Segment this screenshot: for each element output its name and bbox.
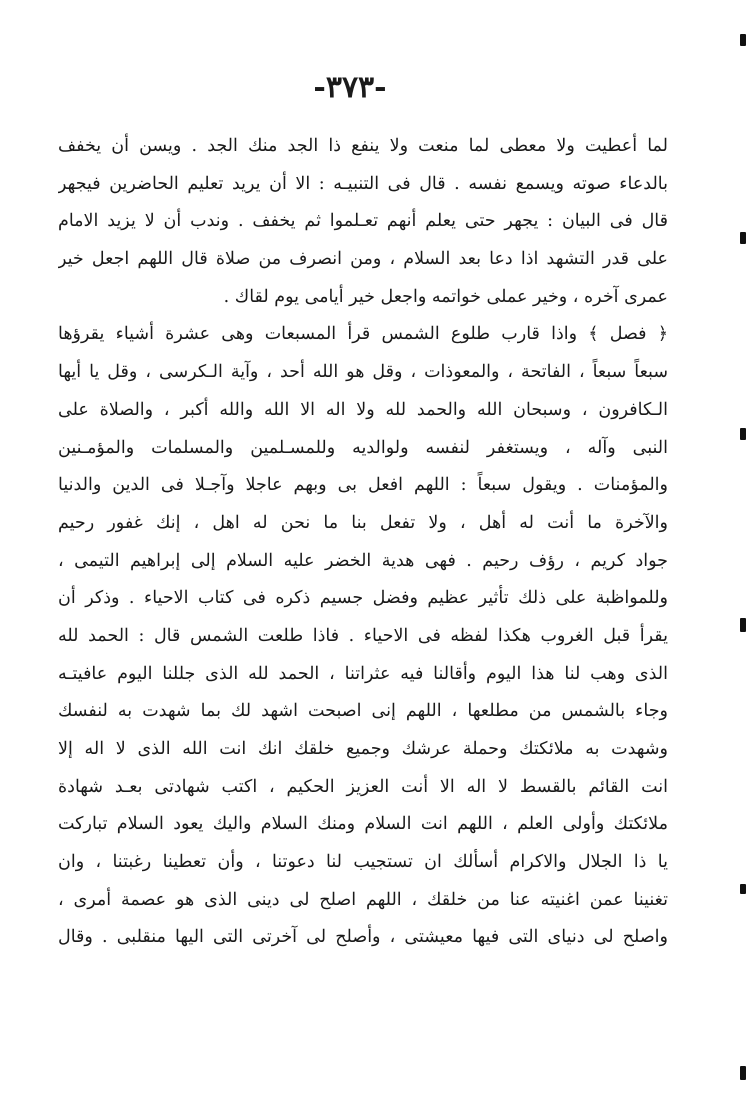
text-line: النبى وآله ، ويستغفر لنفسه ولوالديه وللمسـلمين والمسلمات والمؤمـنين [58, 437, 668, 458]
text-line: والآخرة ما أنت له أهل ، ولا تفعل بنا ما نحن له اهل ، إنك غفور رحيم [58, 512, 668, 533]
text-line: يقرأ قبل الغروب هكذا لفظه فى الاحياء . فاذا طلعت الشمس قال : الحمد لله [58, 625, 668, 646]
text-line: ملائكتك وأولى العلم ، اللهم انت السلام ومنك السلام واليك يعود السلام تباركت [58, 814, 668, 835]
text-line: وشهدت به ملائكتك وحملة عرشك وجميع خلقك انك انت الله الذى لا اله إلا [58, 739, 668, 759]
text-line: عمرى آخره ، وخير عملى خواتمه واجعل خير أيامى يوم لقاك . [223, 286, 668, 307]
text-line: وجاء بالشمس من مطلعها ، اللهم إنى اصبحت اشهد لك بما شهدت به لنفسك [58, 701, 668, 722]
text-line: انت القائم بالقسط لا اله الا أنت العزيز الحكيم ، اكتب شهادتى بعـد شهادة [58, 776, 668, 797]
text-line: الذى وهب لنا هذا اليوم وأقالنا فيه عثراتنا ، الحمد لله الذى جللنا اليوم عافيتـه [58, 663, 668, 684]
text-line: قال فى البيان : يجهر حتى يعلم أنهم تعـلموا ثم يخفف . وندب أن لا يزيد الامام [58, 211, 668, 232]
text-line: يا ذا الجلال والاكرام أسألك ان تستجيب لنا دعوتنا ، وأن تعطينا رغبتنا ، وان [58, 852, 668, 873]
scan-edge-mark [740, 1066, 746, 1080]
text-line: سبعاً سبعاً ، الفاتحة ، والمعوذات ، وقل هو الله أحد ، وآية الـكرسى ، وقل يا أيها [58, 362, 668, 383]
scan-edge-mark [740, 884, 746, 894]
scan-edge-mark [740, 428, 746, 440]
text-line: تغنينا عمن اغنيته عنا من خلقك ، اللهم اصلح لى دينى الذى هو عصمة أمرى ، [58, 889, 668, 910]
text-line: بالدعاء صوته ويسمع نفسه . قال فى التنبيـه : الا أن يريد تعليم الحاضرين فيجهر [58, 173, 668, 194]
text-line: والمؤمنات . ويقول سبعاً : اللهم افعل بى وبهم عاجلا وآجـلا فى الدين والدنيا [58, 475, 668, 496]
text-line: وللمواظبة على ذلك تأثير عظيم وفضل جسيم ذكره فى كتاب الاحياء . وذكر أن [58, 588, 668, 609]
text-line: ﴿ فصل ﴾ واذا قارب طلوع الشمس قرأ المسبعات وهى عشرة أشياء يقرؤها [58, 324, 668, 345]
scan-edge-mark [740, 618, 746, 632]
scan-edge-mark [740, 232, 746, 244]
scan-edge-mark [740, 34, 746, 46]
text-line: الـكافرون ، وسبحان الله والحمد لله ولا اله الا الله والله أكبر ، والصلاة على [58, 399, 668, 420]
page-number: -٣٧٣- [313, 70, 387, 105]
body-text [58, 128, 668, 957]
text-line: لما أعطيت ولا معطى لما منعت ولا ينفع ذا الجد منك الجد . ويسن أن يخفف [58, 136, 668, 156]
text-line: جواد كريم ، رؤف رحيم . فهى هدية الخضر عليه السلام إلى إبراهيم التيمى ، [58, 550, 668, 571]
text-line: على قدر التشهد اذا دعا بعد السلام ، ومن انصرف من صلاة قال اللهم اجعل خير [58, 249, 668, 270]
text-line: واصلح لى دنياى التى فيها معيشتى ، وأصلح لى آخرتى التى اليها منقلبى . وقال [58, 927, 668, 948]
